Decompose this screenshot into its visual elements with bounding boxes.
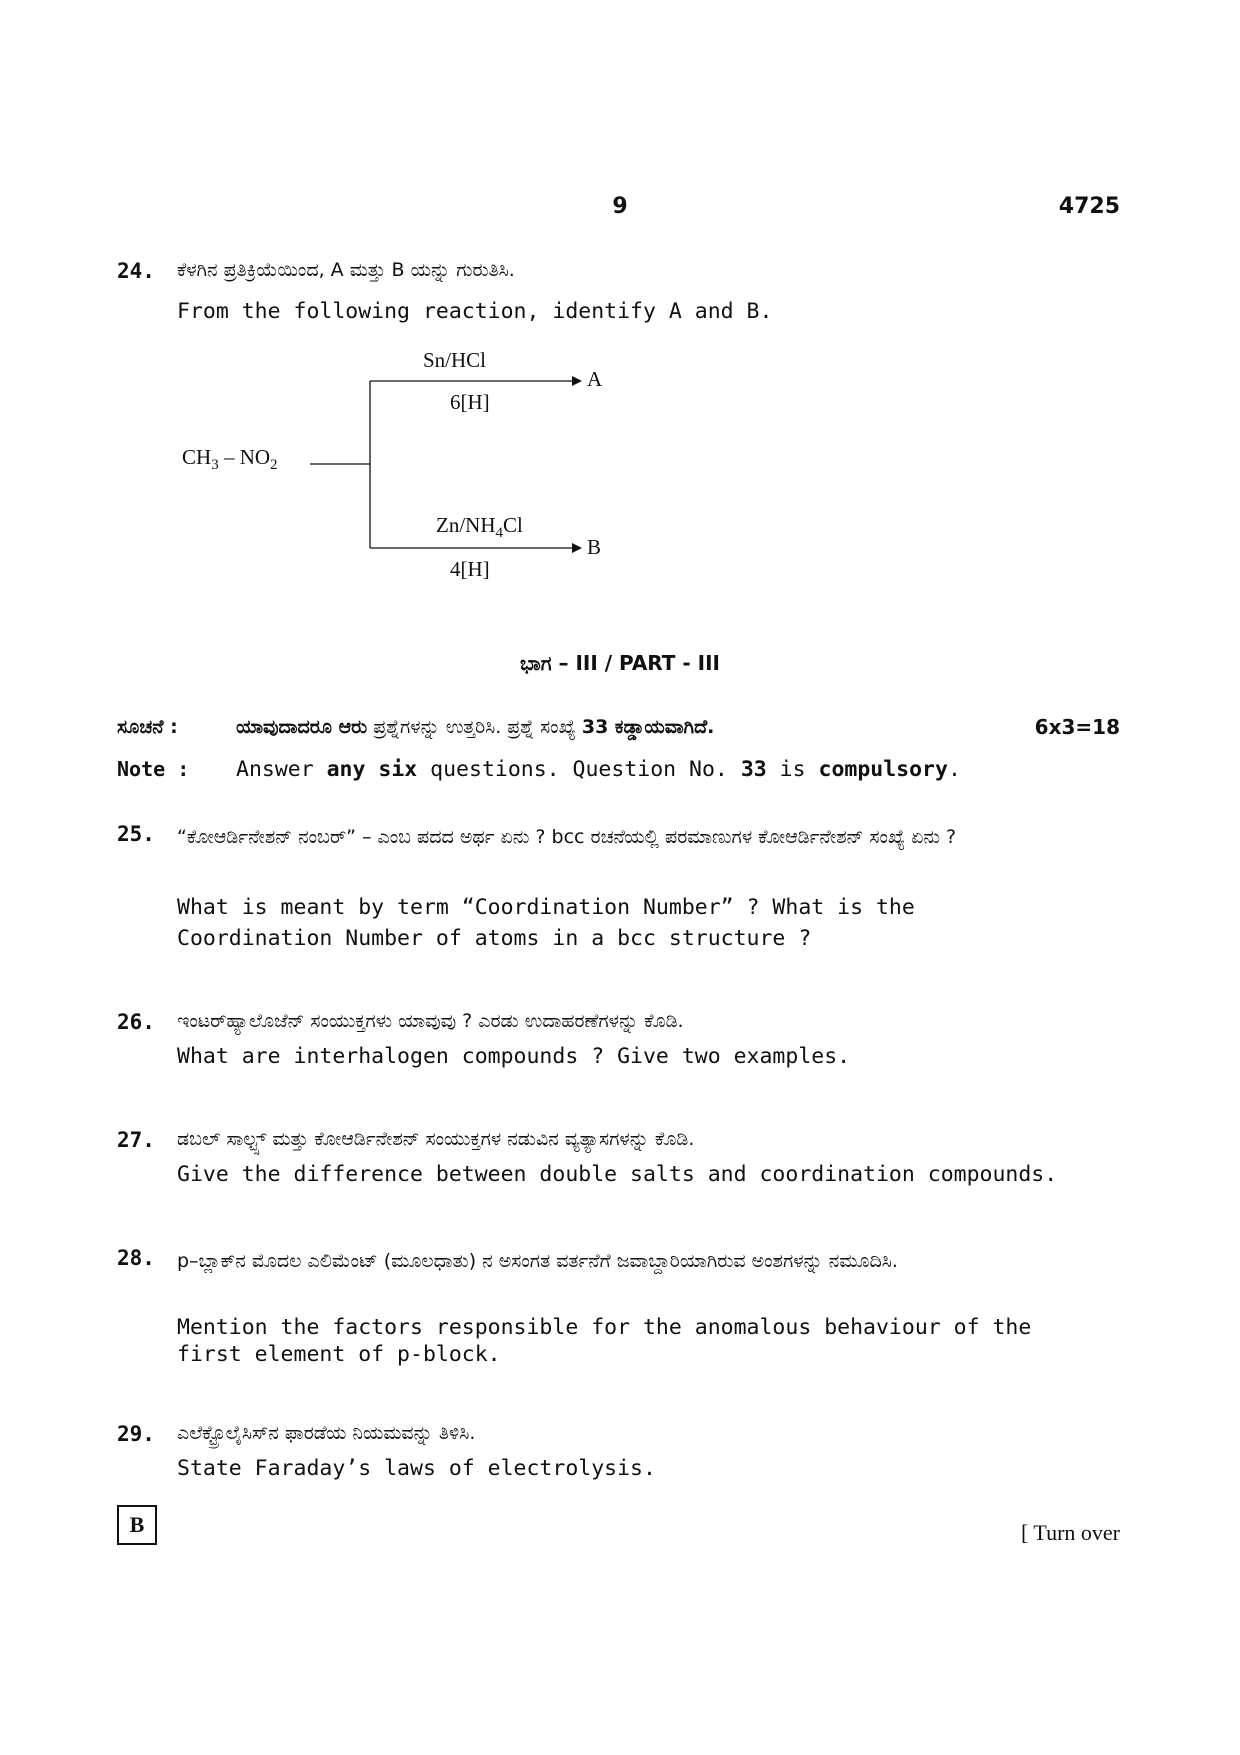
- question-kannada: ಡಬಲ್ ಸಾಲ್ಟ್ಸ್ ಮತ್ತು ಕೋಆರ್ಡಿನೇಶನ್ ಸಂಯುಕ್ತಗಳ ನಡುವಿನ ವ್ಯತ್ಯಾಸಗಳನ್ನು ಕೊಡಿ.: [177, 1128, 695, 1150]
- instruction-text-kannada: ಯಾವುದಾದರೂ ಆರು ಪ್ರಶ್ನೆಗಳನ್ನು ಉತ್ತರಿಸಿ. ಪ್ರಶ್ನೆ ಸಂಖ್ಯೆ 33 ಕಡ್ಡಾಯವಾಗಿದೆ.: [236, 716, 715, 738]
- question-number: 27.: [117, 1128, 155, 1152]
- product-a: A: [587, 367, 603, 391]
- question-english: What are interhalogen compounds ? Give two examples.: [177, 1044, 851, 1069]
- question-kannada: ಇಂಟರ್‌ಹ್ಯಾಲೊಜೆನ್ ಸಂಯುಕ್ತಗಳು ಯಾವುವು ? ಎರಡು ಉದಾಹರಣೆಗಳನ್ನು ಕೊಡಿ.: [177, 1010, 684, 1032]
- question-english: What is meant by term “Coordination Number” ? What is the Coordination Number of atoms in a bcc structure ?: [177, 895, 915, 951]
- reaction-branch-lines: [170, 340, 630, 590]
- page-number: 9: [612, 194, 628, 219]
- top-reagent: Sn/HCl: [423, 348, 487, 372]
- question-kannada: ಎಲೆಕ್ಟ್ರೊಲೈಸಿಸ್‌ನ ಫಾರಡೆಯ ನಿಯಮವನ್ನು ತಿಳಿಸಿ.: [177, 1422, 476, 1444]
- question-english: From the following reaction, identify A and B.: [177, 299, 773, 324]
- question-english: State Faraday’s laws of electrolysis.: [177, 1456, 656, 1481]
- bottom-condition: 4[H]: [450, 557, 490, 581]
- top-condition: 6[H]: [450, 390, 490, 414]
- version-box: B: [117, 1505, 157, 1545]
- product-b: B: [587, 535, 602, 559]
- question-number: 24.: [117, 259, 155, 283]
- question-english: Give the difference between double salts and coordination compounds.: [177, 1162, 1058, 1187]
- question-number: 28.: [117, 1246, 155, 1270]
- question-number: 29.: [117, 1422, 155, 1446]
- turn-over-text: [ Turn over: [1020, 1520, 1120, 1545]
- question-kannada: p–ಬ್ಲಾಕ್‌ನ ಮೊದಲ ಎಲಿಮೆಂಟ್ (ಮೂಲಧಾತು) ನ ಅಸಂಗತ ವರ್ತನೆಗೆ ಜವಾಬ್ದಾರಿಯಾಗಿರುವ ಅಂಶಗಳನ್ನು ನಮೂದಿಸಿ.: [177, 1250, 898, 1272]
- paper-code: 4725: [1058, 194, 1120, 219]
- bottom-reagent: $Zn/NH_4Cl$: [436, 513, 523, 542]
- instruction-label-kannada: ಸೂಚನೆ :: [117, 716, 178, 738]
- note-text: Answer any six questions. Question No. 33 is compulsory.: [236, 757, 961, 782]
- marks-allocation: 6x3=18: [1034, 715, 1120, 739]
- question-kannada: ಕೆಳಗಿನ ಪ್ರತಿಕ್ರಿಯೆಯಿಂದ, A ಮತ್ತು B ಯನ್ನು ಗುರುತಿಸಿ.: [177, 259, 515, 281]
- part-title: ಭಾಗ – III / PART - III: [519, 651, 721, 675]
- question-kannada: “ಕೋಆರ್ಡಿನೇಶನ್ ನಂಬರ್” – ಎಂಬ ಪದದ ಅರ್ಥ ಏನು ? bcc ರಚನೆಯಲ್ಲಿ ಪರಮಾಣುಗಳ ಕೋಆರ್ಡಿನೇಶನ್ ಸಂಖ್ಯೆ ಏನು ?: [177, 826, 957, 848]
- reactant-formula: $CH_3 - NO_2$: [182, 445, 278, 474]
- question-number: 25.: [117, 822, 155, 846]
- question-number: 26.: [117, 1010, 155, 1034]
- reaction-diagram: [170, 340, 630, 590]
- note-label: Note :: [117, 757, 190, 781]
- question-english: Mention the factors responsible for the anomalous behaviour of the first element of p-block.: [177, 1315, 1032, 1367]
